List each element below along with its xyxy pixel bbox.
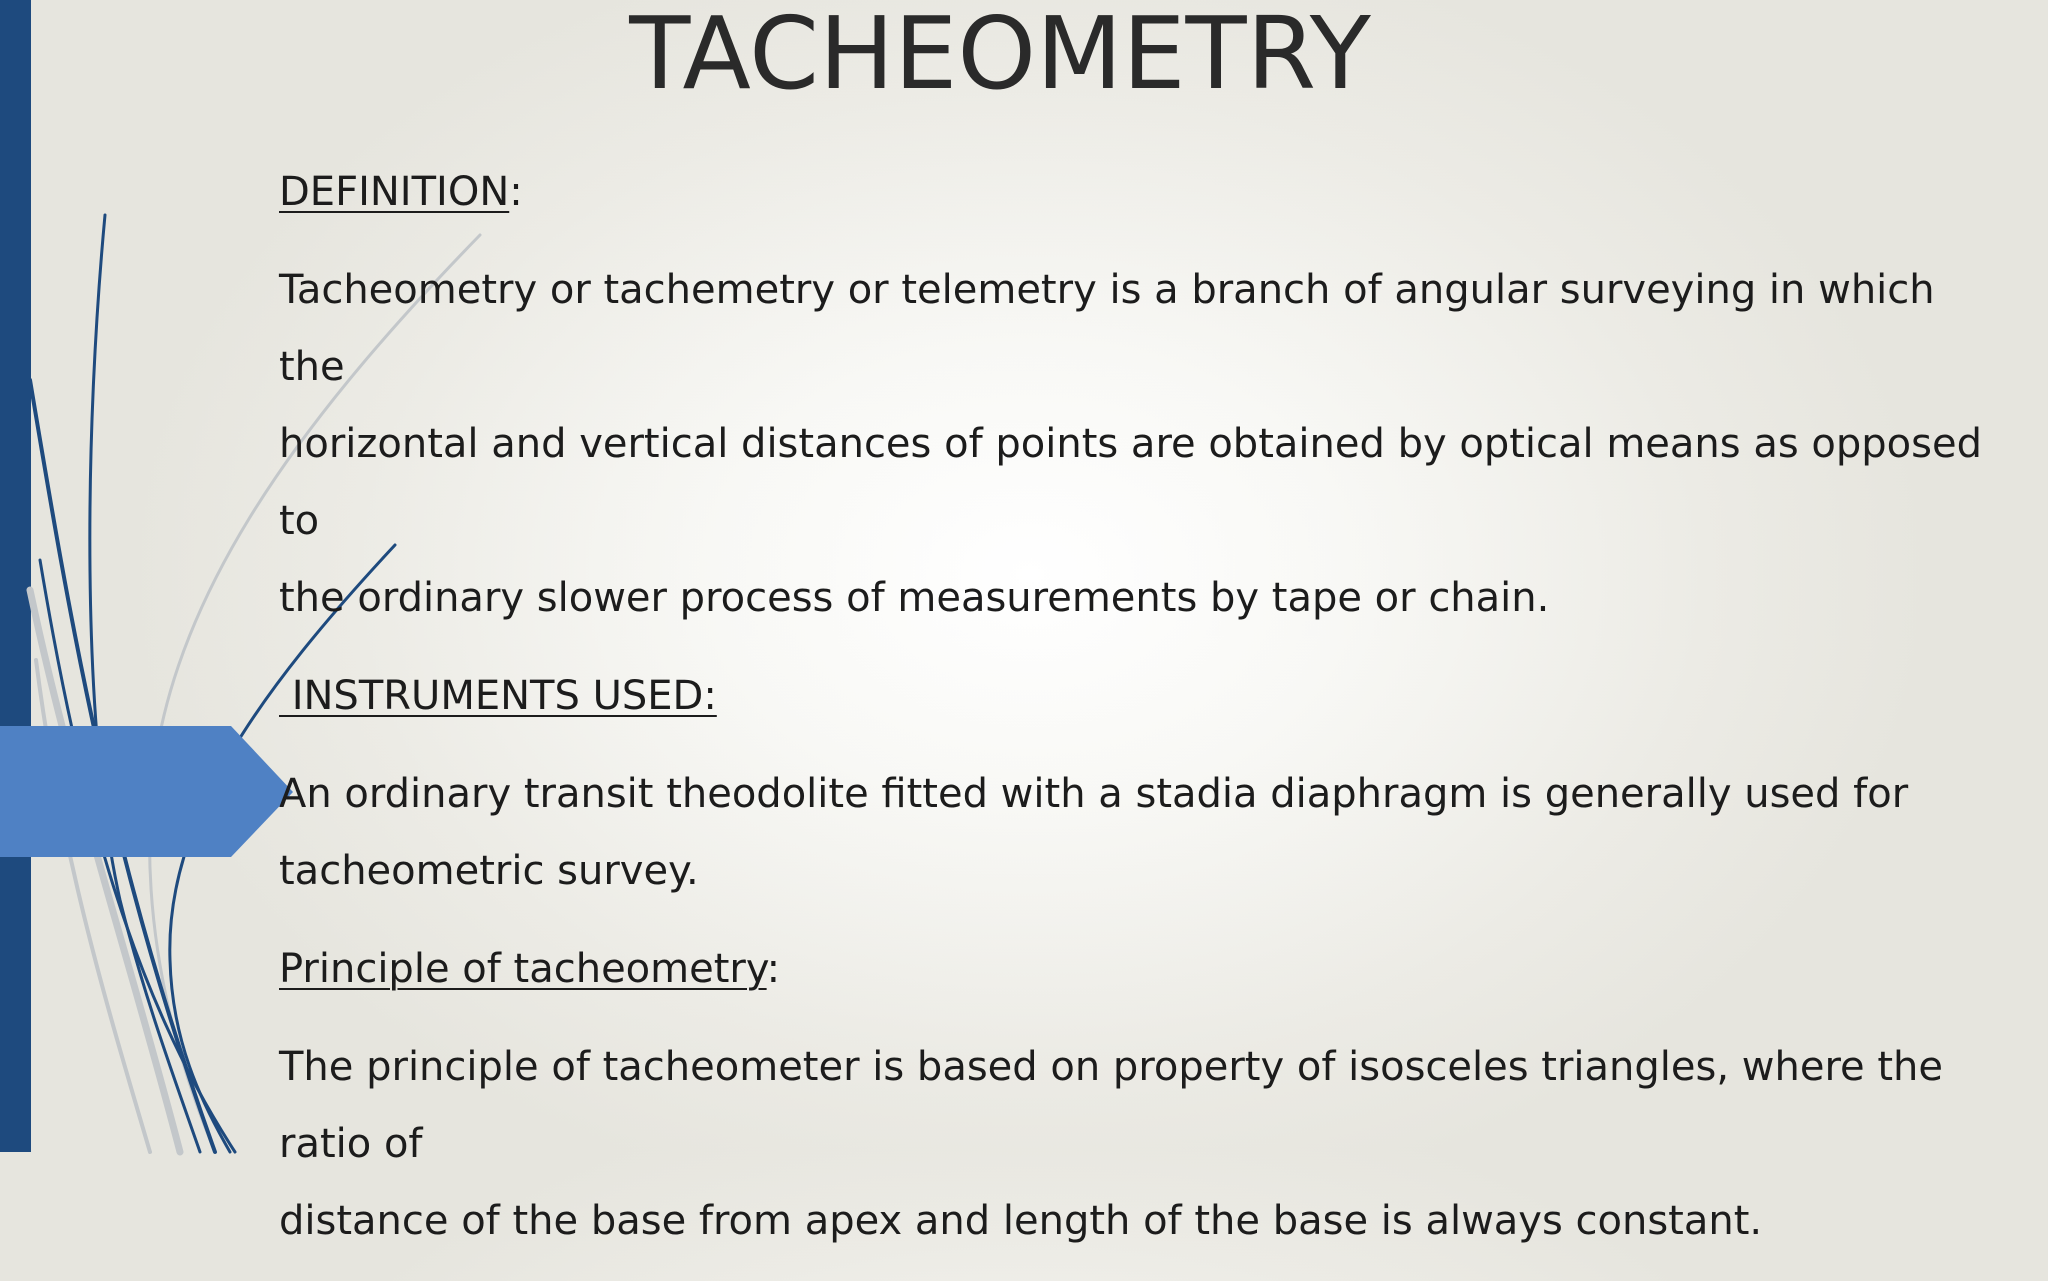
definition-heading: DEFINITION <box>279 169 510 215</box>
paragraph-line: horizontal and vertical distances of points are obtained by optical means as opposed to <box>279 421 1982 544</box>
instruments-heading: INSTRUMENTS USED: <box>279 673 717 719</box>
paragraph-line: Tacheometry or tachemetry or telemetry is a branch of angular surveying in which the <box>279 267 1935 390</box>
section-heading-definition <box>279 154 1999 231</box>
section-heading-principle <box>279 931 1999 1008</box>
paragraph-line: An ordinary transit theodolite fitted with a stadia diaphragm is generally used for <box>279 771 1909 817</box>
definition-paragraph <box>279 252 1999 637</box>
principle-paragraph <box>279 1029 1999 1260</box>
slide-body <box>279 154 1999 1281</box>
chevron-arrow-shape <box>0 0 320 1152</box>
slide-title: TACHEOMETRY <box>629 0 1371 112</box>
heading-colon: : <box>509 169 523 215</box>
paragraph-line: distance of the base from apex and length of the base is always constant. <box>279 1198 1763 1244</box>
instruments-paragraph <box>279 756 1999 910</box>
paragraph-line: the ordinary slower process of measurements by tape or chain. <box>279 575 1550 621</box>
paragraph-line: The principle of tacheometer is based on property of isosceles triangles, where the ratio of <box>279 1044 1943 1167</box>
principle-heading: Principle of tacheometry <box>279 946 767 992</box>
paragraph-line: tacheometric survey. <box>279 848 699 894</box>
heading-colon: : <box>766 946 781 992</box>
section-heading-instruments <box>279 658 1999 735</box>
